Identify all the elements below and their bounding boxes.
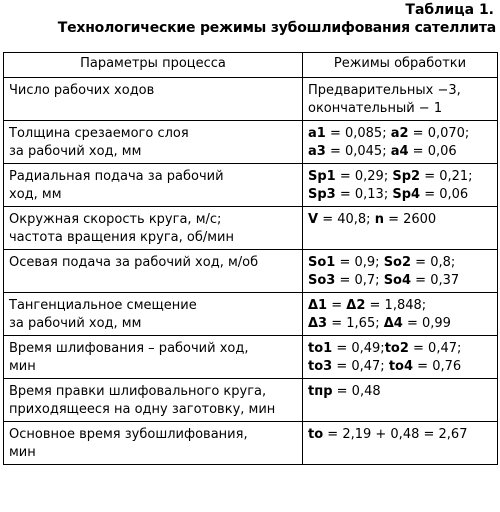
mode-line: [308, 315, 492, 333]
mode-line: [308, 168, 492, 186]
parameter-text: Окружная скорость круга, м/с;: [9, 212, 222, 227]
parameter-cell: [4, 207, 303, 250]
parameter-cell: [4, 422, 303, 465]
parameter-text: Время шлифования – рабочий ход,: [9, 341, 249, 356]
mode-value: = 0,49;: [332, 341, 385, 356]
table-title: Технологические режимы зубошлифования сателлита: [57, 20, 496, 36]
mode-cell: [303, 121, 498, 164]
mode-cell: [303, 207, 498, 250]
mode-symbol: So1: [308, 255, 336, 270]
mode-cell: [303, 379, 498, 422]
mode-symbol: to3: [308, 359, 333, 374]
parameter-cell: [4, 293, 303, 336]
table-row: [4, 422, 498, 465]
parameter-text: Время правки шлифовального круга,: [9, 384, 267, 399]
mode-cell: [303, 250, 498, 293]
parameter-text: Тангенциальное смещение: [9, 298, 197, 313]
table-row: [4, 250, 498, 293]
mode-value: = 0,47;: [408, 341, 462, 356]
mode-symbol: Δ4: [383, 316, 403, 331]
mode-symbol: tпр: [308, 384, 333, 399]
table-header: [4, 53, 498, 78]
mode-line: [308, 272, 492, 290]
mode-symbol: Sp2: [392, 169, 421, 184]
mode-symbol: to4: [388, 359, 414, 374]
parameter-cell: [4, 250, 303, 293]
table-row: [4, 121, 498, 164]
mode-value: окончательный − 1: [308, 101, 443, 116]
parameter-cell: [4, 121, 303, 164]
mode-symbol: So2: [383, 255, 412, 270]
mode-line: [308, 297, 492, 315]
mode-value: = 0,48: [332, 384, 381, 399]
mode-cell: [303, 78, 498, 121]
parameter-text: Основное время зубошлифования,: [9, 427, 248, 442]
parameter-text: Радиальная подача за рабочий: [9, 169, 224, 184]
mode-cell: [303, 164, 498, 207]
header-modes: Режимы обработки: [303, 53, 498, 78]
parameter-text: мин: [9, 445, 36, 460]
mode-symbol: Sp4: [392, 187, 421, 202]
mode-line: [308, 340, 492, 358]
process-modes-table: [3, 52, 498, 465]
mode-value: = 2,19 + 0,48 = 2,67: [323, 427, 468, 442]
mode-symbol: a2: [390, 126, 409, 141]
mode-value: = 0,76: [413, 359, 462, 374]
mode-value: = 0,37: [411, 273, 460, 288]
table-row: [4, 293, 498, 336]
mode-cell: [303, 422, 498, 465]
mode-value: = 0,13;: [335, 187, 393, 202]
mode-symbol: to: [308, 427, 324, 442]
mode-line: [308, 143, 492, 161]
table-row: [4, 336, 498, 379]
mode-value: = 0,7;: [335, 273, 384, 288]
mode-value: = 2600: [383, 212, 437, 227]
mode-symbol: Δ2: [346, 298, 366, 313]
mode-value: = 0,06: [408, 144, 457, 159]
parameter-text: за рабочий ход, мм: [9, 316, 142, 331]
mode-line: [308, 211, 492, 229]
mode-symbol: V: [308, 212, 319, 227]
mode-cell: [303, 336, 498, 379]
mode-symbol: Δ3: [308, 316, 328, 331]
mode-line: [308, 125, 492, 143]
mode-symbol: a1: [308, 126, 326, 141]
mode-line: [308, 186, 492, 204]
mode-value: = 0,21;: [420, 169, 473, 184]
header-parameters: Параметры процесса: [4, 53, 303, 78]
parameter-text: за рабочий ход, мм: [9, 144, 142, 159]
table-row: [4, 207, 498, 250]
mode-symbol: Δ1: [308, 298, 328, 313]
parameter-text: мин: [9, 359, 36, 374]
mode-symbol: n: [374, 212, 384, 227]
mode-symbol: a3: [308, 144, 326, 159]
mode-line: [308, 82, 492, 100]
parameter-text: Толщина срезаемого слоя: [9, 126, 189, 141]
mode-cell: [303, 293, 498, 336]
mode-symbol: So4: [383, 273, 412, 288]
parameter-cell: [4, 78, 303, 121]
mode-value: = 0,070;: [408, 126, 470, 141]
mode-symbol: So3: [308, 273, 336, 288]
mode-value: = 1,65;: [327, 316, 384, 331]
parameter-cell: [4, 164, 303, 207]
mode-line: [308, 383, 492, 401]
table-label: Таблица 1.: [405, 2, 494, 18]
header-row: [4, 53, 498, 78]
table-row: [4, 379, 498, 422]
mode-line: [308, 100, 492, 118]
mode-value: = 0,47;: [332, 359, 389, 374]
mode-symbol: to2: [384, 341, 409, 356]
parameter-text: частота вращения круга, об/мин: [9, 230, 234, 245]
mode-line: [308, 358, 492, 376]
mode-value: = 0,29;: [335, 169, 393, 184]
parameter-text: Число рабочих ходов: [9, 83, 155, 98]
mode-symbol: a4: [390, 144, 409, 159]
mode-value: = 1,848;: [365, 298, 427, 313]
mode-value: Предварительных −3,: [308, 83, 461, 98]
mode-symbol: Sp3: [308, 187, 336, 202]
table-row: [4, 164, 498, 207]
parameter-text: ход, мм: [9, 187, 62, 202]
mode-value: = 0,9;: [335, 255, 384, 270]
mode-value: = 0,085;: [325, 126, 391, 141]
mode-line: [308, 254, 492, 272]
parameter-cell: [4, 336, 303, 379]
mode-value: = 0,06: [420, 187, 469, 202]
mode-value: = 0,045;: [325, 144, 391, 159]
mode-value: = 40,8;: [318, 212, 375, 227]
mode-value: = 0,99: [402, 316, 451, 331]
parameter-text: Осевая подача за рабочий ход, м/об: [9, 255, 259, 270]
mode-value: =: [327, 298, 347, 313]
table-body: [4, 78, 498, 465]
mode-symbol: Sp1: [308, 169, 336, 184]
mode-value: = 0,8;: [411, 255, 456, 270]
table-row: [4, 78, 498, 121]
parameter-text: приходящееся на одну заготовку, мин: [9, 402, 276, 417]
parameter-cell: [4, 379, 303, 422]
mode-symbol: to1: [308, 341, 333, 356]
mode-line: [308, 426, 492, 444]
